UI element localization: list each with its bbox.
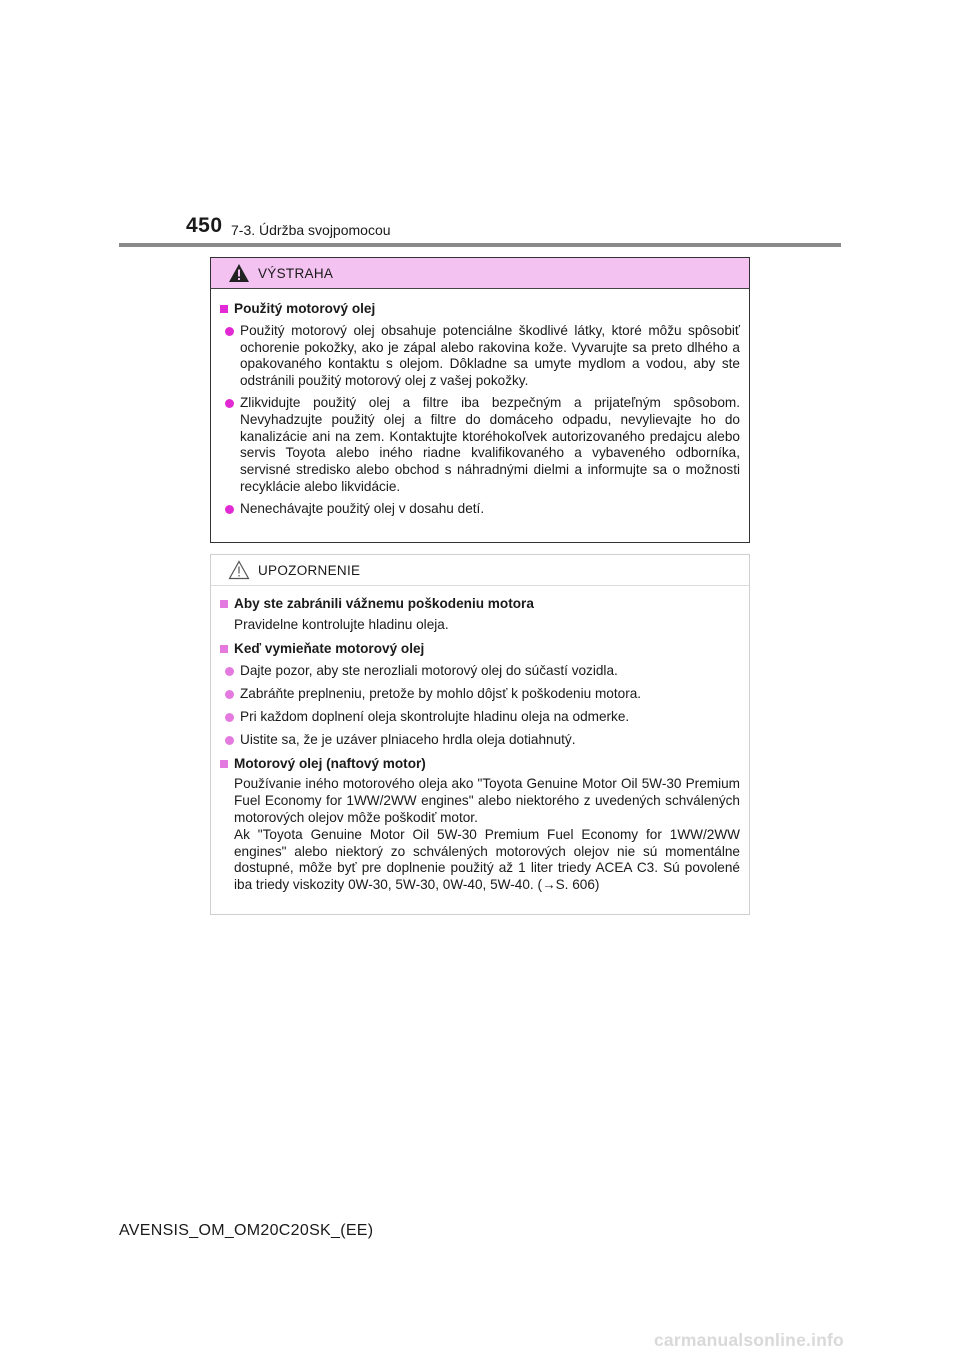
- caution-heading-text: Aby ste zabránili vážnemu poškodeniu motora: [234, 596, 534, 611]
- list-item: [220, 686, 740, 703]
- circle-bullet-icon: [225, 713, 234, 722]
- warning-box: [210, 257, 750, 543]
- list-item: [220, 709, 740, 726]
- list-item-text: Zabráňte preplneniu, pretože by mohlo dôjsť k poškodeniu motora.: [240, 686, 642, 702]
- list-item-text: Uistite sa, že je uzáver plniaceho hrdla oleja dotiahnutý.: [240, 731, 576, 747]
- circle-bullet-icon: [225, 736, 234, 745]
- caution-heading-2: [220, 641, 740, 658]
- caution-paragraph: Ak "Toyota Genuine Motor Oil 5W-30 Premium Fuel Economy for 1WW/2WW engines" alebo niektorý zo schválených motorových olejov nie sú momentálne dostupné, môže byť pre doplnenie použitý až 1 liter triedy ACEA C3. Sú povolené iba triedy viskozity 0W-30, 5W-30, 0W-40, 5W-40. (→S. 606): [234, 826, 740, 893]
- list-item-text: Nenechávajte použitý olej v dosahu detí.: [240, 500, 485, 516]
- page-number: 450: [186, 214, 223, 237]
- list-item: [220, 395, 740, 496]
- warning-triangle-filled-icon: [228, 263, 250, 283]
- warning-body: [211, 289, 749, 518]
- square-bullet-icon: [220, 305, 228, 313]
- caution-body: [211, 586, 749, 894]
- caution-paragraph: Používanie iného motorového oleja ako "Toyota Genuine Motor Oil 5W-30 Premium Fuel Economy for 1WW/2WW engines" alebo niektorého z uvedených schválených motorových olejov môže poškodiť motor.: [234, 776, 740, 825]
- warning-box-header: [211, 258, 749, 289]
- header-rule: [119, 243, 841, 247]
- list-item-text: Pri každom doplnení oleja skontrolujte hladinu oleja na odmerke.: [240, 708, 630, 724]
- caution-heading-3: [220, 756, 740, 773]
- caution-box-header: [211, 555, 749, 586]
- caution-heading-1: [220, 596, 740, 613]
- list-item: [220, 323, 740, 390]
- square-bullet-icon: [220, 645, 228, 653]
- warning-heading: [220, 301, 740, 318]
- warning-title: VÝSTRAHA: [258, 265, 334, 281]
- warning-triangle-outline-icon: [228, 560, 250, 580]
- watermark: carmanualsonline.info: [654, 1330, 844, 1350]
- circle-bullet-icon: [225, 327, 234, 336]
- warning-heading-text: Použitý motorový olej: [234, 301, 376, 316]
- list-item-text: Použitý motorový olej obsahuje potenciálne škodlivé látky, ktoré môžu spôsobiť ochorenie pokožky, ako je zápal alebo rakovina kože. Vyvarujte sa preto dlhého a opakovaného kontaktu s olejom. Dôkladne sa umyte mydlom a vodou, aby ste odstránili použitý motorový olej z vašej pokožky.: [240, 322, 740, 389]
- list-item-text: Zlikvidujte použitý olej a filtre iba bezpečným a prijateľným spôsobom. Nevyhadzujte použitý olej a filtre do domáceho odpadu, nevylievajte ho do kanalizácie ani na zem. Kontaktujte ktoréhokoľvek autorizovaného predajcu alebo servis Toyota alebo iného riadne kvalifikovaného a vybaveného odborníka, servisné stredisko alebo obchod s náhradnými dielmi a informujte sa o možnosti recyklácie alebo likvidácie.: [240, 394, 740, 494]
- list-item: [220, 501, 740, 518]
- list-item: [220, 732, 740, 749]
- list-item: [220, 663, 740, 680]
- circle-bullet-icon: [225, 690, 234, 699]
- circle-bullet-icon: [225, 667, 234, 676]
- caution-box: [210, 554, 750, 915]
- square-bullet-icon: [220, 760, 228, 768]
- caution-title: UPOZORNENIE: [258, 562, 361, 578]
- caution-heading-text: Keď vymieňate motorový olej: [234, 640, 425, 656]
- circle-bullet-icon: [225, 505, 234, 514]
- list-item-text: Dajte pozor, aby ste nerozliali motorový olej do súčastí vozidla.: [240, 663, 618, 679]
- caution-heading-text: Motorový olej (naftový motor): [234, 755, 426, 771]
- square-bullet-icon: [220, 600, 228, 608]
- section-title: 7-3. Údržba svojpomocou: [231, 222, 391, 238]
- caution-paragraph: Pravidelne kontrolujte hladinu oleja.: [234, 616, 449, 632]
- circle-bullet-icon: [225, 399, 234, 408]
- document-code: AVENSIS_OM_OM20C20SK_(EE): [119, 1222, 374, 1239]
